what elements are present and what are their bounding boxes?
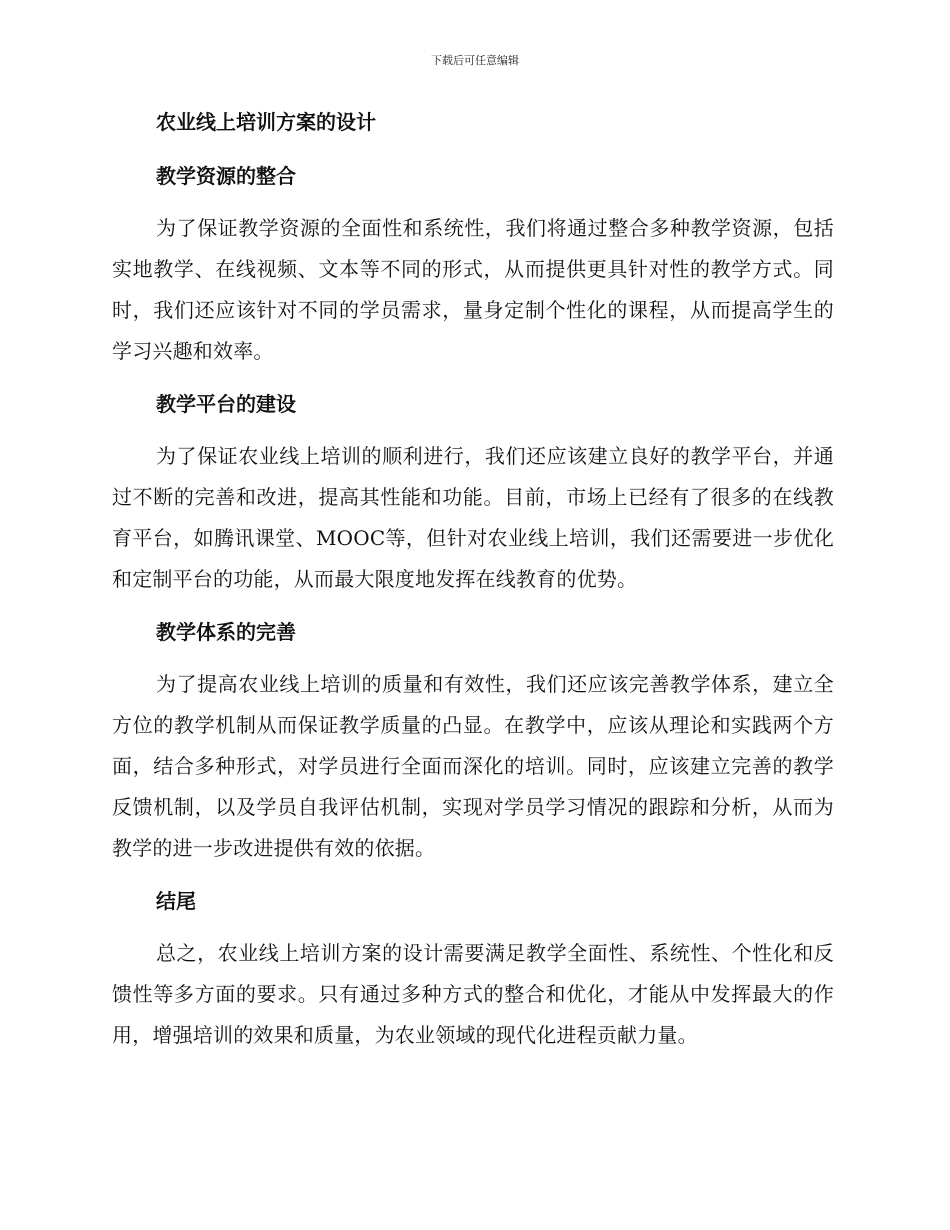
section-paragraph-platform: 为了保证农业线上培训的顺利进行，我们还应该建立良好的教学平台，并通过不断的完善和改进，提高其性能和功能。目前，市场上已经有了很多的在线教育平台，如腾讯课堂、MOOC等，但针对农业线上培训，我们还需要进一步优化和定制平台的功能，从而最大限度地发挥在线教育的优势。 — [112, 444, 834, 591]
section-heading-platform: 教学平台的建设 — [156, 392, 296, 416]
section-paragraph-resources: 为了保证教学资源的全面性和系统性，我们将通过整合多种教学资源，包括实地教学、在线视频、文本等不同的形式，从而提供更具针对性的教学方式。同时，我们还应该针对不同的学员需求，量身定制个性化的课程，从而提高学生的学习兴趣和效率。 — [112, 216, 834, 363]
section-heading-system: 教学体系的完善 — [156, 620, 296, 644]
document-title: 农业线上培训方案的设计 — [156, 110, 376, 134]
section-heading-conclusion: 结尾 — [156, 889, 196, 913]
section-paragraph-conclusion: 总之，农业线上培训方案的设计需要满足教学全面性、系统性、个性化和反馈性等多方面的要求。只有通过多种方式的整合和优化，才能从中发挥最大的作用，增强培训的效果和质量，为农业领域的现代化进程贡献力量。 — [112, 941, 834, 1047]
page-header: 下载后可任意编辑 — [431, 54, 519, 67]
section-paragraph-system: 为了提高农业线上培训的质量和有效性，我们还应该完善教学体系，建立全方位的教学机制从而保证教学质量的凸显。在教学中，应该从理论和实践两个方面，结合多种形式，对学员进行全面而深化的培训。同时，应该建立完善的教学反馈机制，以及学员自我评估机制，实现对学员学习情况的跟踪和分析，从而为教学的进一步改进提供有效的依据。 — [112, 672, 834, 860]
section-heading-resources: 教学资源的整合 — [156, 164, 296, 188]
document-body — [112, 108, 834, 1056]
